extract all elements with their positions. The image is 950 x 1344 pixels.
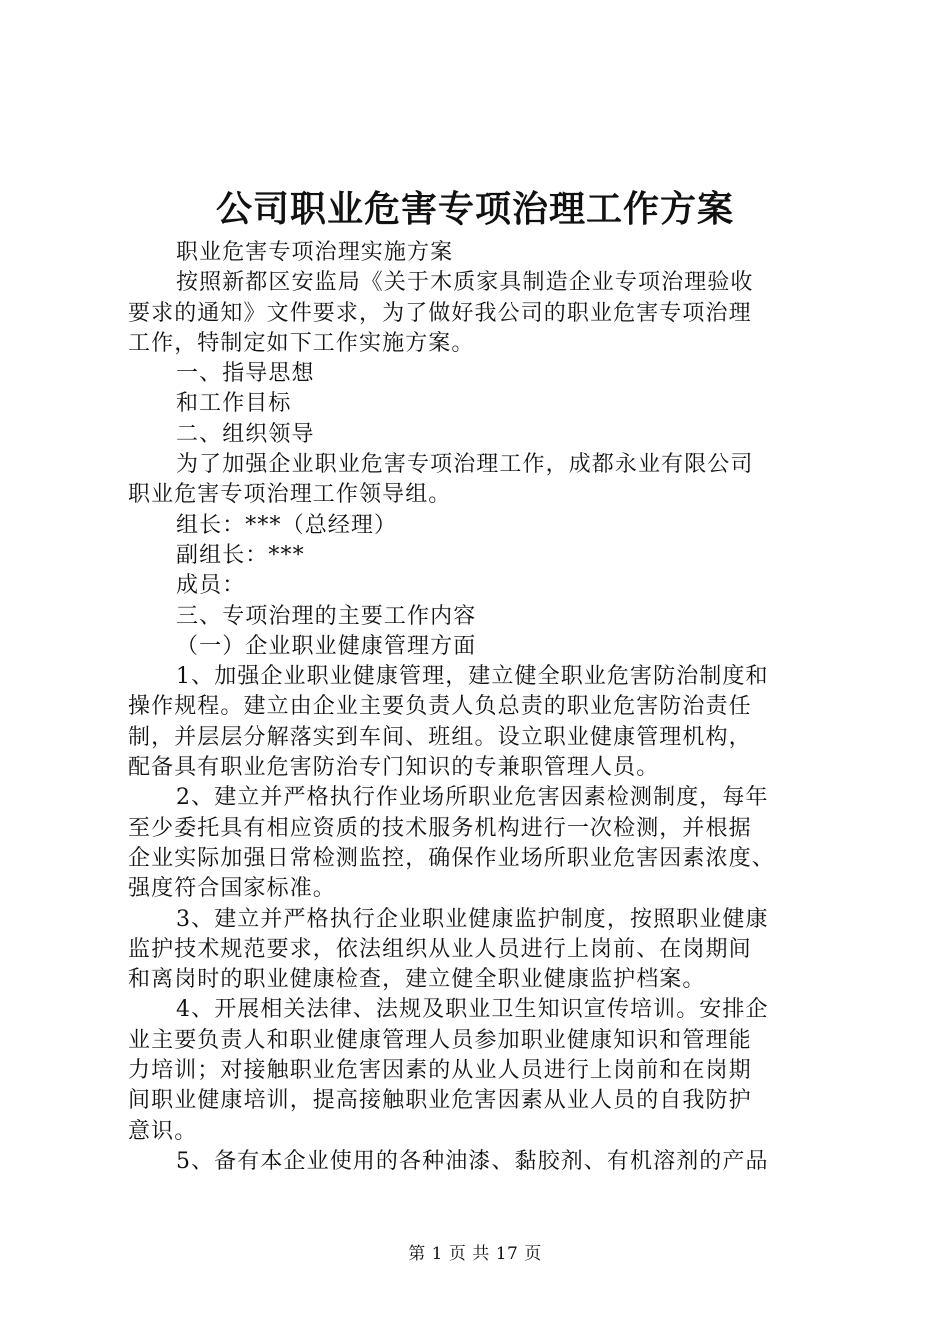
body-line: 4、开展相关法律、法规及职业卫生知识宣传培训。安排企 <box>176 997 769 1023</box>
body-line: 按照新都区安监局《关于木质家具制造企业专项治理验收 <box>176 270 754 296</box>
body-line: 操作规程。建立由企业主要负责人负总责的职业危害防治责任 <box>128 694 752 720</box>
body-line: 配备具有职业危害防治专门知识的专兼职管理人员。 <box>128 755 660 781</box>
body-line: 和离岗时的职业健康检查，建立健全职业健康监护档案。 <box>128 967 706 993</box>
body-line: 组长：***（总经理） <box>176 512 398 538</box>
body-line: 制，并层层分解落实到车间、班组。设立职业健康管理机构， <box>128 724 752 750</box>
body-line: 副组长：*** <box>176 542 305 568</box>
body-line: 一、指导思想 <box>176 361 315 387</box>
body-line: 要求的通知》文件要求，为了做好我公司的职业危害专项治理 <box>128 300 752 326</box>
body-line: 2、建立并严格执行作业场所职业危害因素检测制度，每年 <box>176 785 769 811</box>
body-line: 和工作目标 <box>176 391 292 417</box>
body-line: 企业实际加强日常检测监控，确保作业场所职业危害因素浓度、 <box>128 845 775 871</box>
body-line: 为了加强企业职业危害专项治理工作，成都永业有限公司 <box>176 452 754 478</box>
body-line: （一）企业职业健康管理方面 <box>176 633 477 659</box>
body-line: 强度符合国家标准。 <box>128 876 336 902</box>
body-line: 3、建立并严格执行企业职业健康监护制度，按照职业健康 <box>176 906 769 932</box>
document-title: 公司职业危害专项治理工作方案 <box>215 188 734 230</box>
body-line: 1、加强企业职业健康管理，建立健全职业危害防治制度和 <box>176 664 769 690</box>
body-line: 职业危害专项治理实施方案 <box>176 240 454 265</box>
body-line: 二、组织领导 <box>176 421 315 447</box>
body-line: 监护技术规范要求，依法组织从业人员进行上岗前、在岗期间 <box>128 936 752 962</box>
body-line: 成员： <box>176 573 246 599</box>
body-line: 间职业健康培训，提高接触职业危害因素从业人员的自我防护 <box>128 1088 752 1114</box>
body-line: 职业危害专项治理工作领导组。 <box>128 482 452 508</box>
body-line: 意识。 <box>128 1118 198 1144</box>
body-line: 至少委托具有相应资质的技术服务机构进行一次检测，并根据 <box>128 815 752 841</box>
body-line: 5、备有本企业使用的各种油漆、黏胶剂、有机溶剂的产品 <box>176 1148 769 1174</box>
body-line: 力培训；对接触职业危害因素的从业人员进行上岗前和在岗期 <box>128 1058 752 1084</box>
body-line: 三、专项治理的主要工作内容 <box>176 603 477 629</box>
body-line: 工作，特制定如下工作实施方案。 <box>128 330 475 356</box>
body-line: 业主要负责人和职业健康管理人员参加职业健康知识和管理能 <box>128 1027 752 1053</box>
document-body <box>128 238 828 1177</box>
page-footer: 第 1 页 共 17 页 <box>408 1244 542 1264</box>
